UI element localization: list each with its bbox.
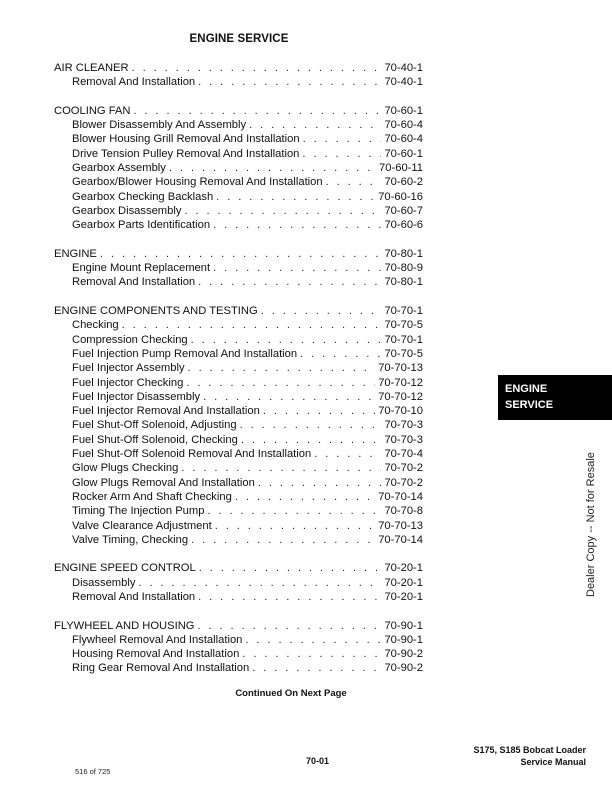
toc-entry-label: Gearbox Disassembly xyxy=(72,204,182,217)
toc-entry[interactable] xyxy=(54,461,423,475)
toc-entry-page: 70-90-2 xyxy=(384,662,423,675)
toc-entry-page: 70-70-8 xyxy=(384,505,423,518)
toc-entry[interactable] xyxy=(54,404,423,418)
toc-entry-label: Fuel Injection Pump Removal And Installation xyxy=(72,347,298,360)
dot-leader xyxy=(138,576,381,590)
toc-entry-page: 70-60-1 xyxy=(384,104,423,117)
toc-entry-page: 70-70-2 xyxy=(384,462,423,475)
toc-section xyxy=(54,304,423,547)
toc-entry[interactable] xyxy=(54,504,423,518)
table-of-contents xyxy=(54,61,423,690)
toc-entry-label: Drive Tension Pulley Removal And Installation xyxy=(72,147,300,160)
toc-entry-page: 70-70-12 xyxy=(378,376,423,389)
toc-entry[interactable] xyxy=(54,333,423,347)
toc-entry-page: 70-60-1 xyxy=(384,147,423,160)
dot-leader xyxy=(198,619,382,633)
toc-entry-label: Engine Mount Replacement xyxy=(72,262,211,275)
footer-manual: Service Manual xyxy=(520,756,586,767)
dot-leader xyxy=(169,161,376,175)
toc-entry-page: 70-60-6 xyxy=(384,219,423,232)
toc-entry[interactable] xyxy=(54,633,423,647)
toc-entry-page: 70-60-7 xyxy=(384,204,423,217)
toc-entry-page: 70-60-11 xyxy=(379,162,423,175)
toc-entry-page: 70-70-13 xyxy=(378,362,423,375)
page-count: 516 of 725 xyxy=(75,767,111,776)
toc-entry-label: Fuel Injector Assembly xyxy=(72,362,185,375)
toc-section-heading[interactable] xyxy=(54,247,423,261)
toc-entry-label: ENGINE COMPONENTS AND TESTING xyxy=(54,305,258,318)
toc-entry-label: Removal And Installation xyxy=(72,590,196,603)
toc-entry[interactable] xyxy=(54,376,423,390)
toc-entry-page: 70-20-1 xyxy=(384,590,423,603)
toc-entry-label: Glow Plugs Removal And Installation xyxy=(72,476,255,489)
toc-entry-label: Removal And Installation xyxy=(72,76,196,89)
toc-entry[interactable] xyxy=(54,433,423,447)
dot-leader xyxy=(132,61,382,75)
dot-leader xyxy=(235,490,375,504)
toc-entry[interactable] xyxy=(54,533,423,547)
dot-leader xyxy=(241,433,382,447)
dot-leader xyxy=(181,461,381,475)
dot-leader xyxy=(300,347,381,361)
dot-leader xyxy=(249,118,381,132)
toc-entry-page: 70-70-1 xyxy=(384,333,423,346)
toc-entry-label: Ring Gear Removal And Installation xyxy=(72,662,250,675)
toc-entry-page: 70-70-13 xyxy=(378,519,423,532)
toc-section-heading[interactable] xyxy=(54,304,423,318)
toc-section-heading[interactable] xyxy=(54,61,423,75)
footer-manual-info xyxy=(473,745,586,768)
toc-entry-page: 70-70-1 xyxy=(384,305,423,318)
toc-entry-page: 70-70-5 xyxy=(384,319,423,332)
toc-entry-label: Blower Housing Grill Removal And Installation xyxy=(72,133,300,146)
toc-section xyxy=(54,619,423,676)
toc-entry-page: 70-20-1 xyxy=(384,562,423,575)
dot-leader xyxy=(303,132,382,146)
toc-entry[interactable] xyxy=(54,390,423,404)
toc-entry-page: 70-60-4 xyxy=(384,119,423,132)
toc-entry[interactable] xyxy=(54,318,423,332)
dot-leader xyxy=(188,361,376,375)
toc-entry-label: Compression Checking xyxy=(72,333,188,346)
dot-leader xyxy=(261,304,382,318)
toc-entry[interactable] xyxy=(54,447,423,461)
dot-leader xyxy=(242,647,381,661)
dot-leader xyxy=(245,633,381,647)
dot-leader xyxy=(199,561,382,575)
toc-entry[interactable] xyxy=(54,590,423,604)
toc-entry-label: Fuel Shut-Off Solenoid, Checking xyxy=(72,433,238,446)
toc-entry-label: Gearbox Checking Backlash xyxy=(72,190,214,203)
toc-entry[interactable] xyxy=(54,275,423,289)
dot-leader xyxy=(198,75,381,89)
toc-entry-label: Timing The Injection Pump xyxy=(72,505,205,518)
toc-entry[interactable] xyxy=(54,490,423,504)
toc-entry[interactable] xyxy=(54,347,423,361)
dot-leader xyxy=(184,204,381,218)
toc-entry[interactable] xyxy=(54,118,423,132)
dot-leader xyxy=(191,333,382,347)
toc-entry-label: Blower Disassembly And Assembly xyxy=(72,119,247,132)
dot-leader xyxy=(326,175,382,189)
toc-entry[interactable] xyxy=(54,147,423,161)
toc-entry-page: 70-80-1 xyxy=(384,276,423,289)
toc-entry-page: 70-90-1 xyxy=(384,619,423,632)
toc-entry[interactable] xyxy=(54,476,423,490)
section-tab-line2: SERVICE xyxy=(505,398,554,411)
toc-entry-label: Glow Plugs Checking xyxy=(72,462,179,475)
page-number: 70-01 xyxy=(306,756,330,766)
toc-entry-label: Valve Clearance Adjustment xyxy=(72,519,212,532)
toc-entry[interactable] xyxy=(54,132,423,146)
toc-section xyxy=(54,561,423,604)
toc-entry-label: Fuel Shut-Off Solenoid Removal And Installation xyxy=(72,448,312,461)
dealer-copy-watermark: Dealer Copy -- Not for Resale xyxy=(585,452,597,597)
toc-entry[interactable] xyxy=(54,175,423,189)
dot-leader xyxy=(263,404,375,418)
toc-entry-label: Fuel Injector Checking xyxy=(72,376,184,389)
page-title: ENGINE SERVICE xyxy=(189,33,289,45)
dot-leader xyxy=(240,418,382,432)
toc-entry-page: 70-20-1 xyxy=(384,576,423,589)
toc-entry-label: Housing Removal And Installation xyxy=(72,648,240,661)
dot-leader xyxy=(198,275,381,289)
continued-note: Continued On Next Page xyxy=(235,688,347,699)
dot-leader xyxy=(198,590,381,604)
toc-entry-label: Fuel Injector Removal And Installation xyxy=(72,405,260,418)
toc-entry-page: 70-80-9 xyxy=(384,262,423,275)
toc-entry[interactable] xyxy=(54,261,423,275)
toc-entry-label: Rocker Arm And Shaft Checking xyxy=(72,490,232,503)
toc-entry-page: 70-40-1 xyxy=(384,62,423,74)
toc-entry-page: 70-70-10 xyxy=(378,405,423,418)
toc-entry[interactable] xyxy=(54,418,423,432)
toc-entry[interactable] xyxy=(54,218,423,232)
section-tab-label xyxy=(505,382,553,413)
dot-leader xyxy=(186,376,375,390)
toc-entry-page: 70-90-1 xyxy=(384,633,423,646)
toc-entry-page: 70-70-3 xyxy=(384,433,423,446)
toc-entry[interactable] xyxy=(54,204,423,218)
toc-entry-label: Disassembly xyxy=(72,576,136,589)
toc-entry-label: Gearbox Assembly xyxy=(72,162,166,175)
toc-entry-page: 70-60-2 xyxy=(384,176,423,189)
toc-section-heading[interactable] xyxy=(54,104,423,118)
toc-section xyxy=(54,61,423,90)
dot-leader xyxy=(122,318,382,332)
toc-entry-page: 70-60-16 xyxy=(378,190,423,203)
dot-leader xyxy=(207,504,381,518)
toc-entry-page: 70-70-5 xyxy=(384,347,423,360)
toc-entry-label: COOLING FAN xyxy=(54,104,131,117)
toc-entry[interactable] xyxy=(54,661,423,675)
toc-entry-label: Gearbox Parts Identification xyxy=(72,219,211,232)
toc-entry-label: FLYWHEEL AND HOUSING xyxy=(54,619,195,632)
toc-entry[interactable] xyxy=(54,161,423,175)
section-tab xyxy=(498,375,612,420)
dot-leader xyxy=(252,661,381,675)
dot-leader xyxy=(133,104,381,118)
toc-section-heading[interactable] xyxy=(54,619,423,633)
toc-entry-page: 70-80-1 xyxy=(384,247,423,260)
toc-entry-page: 70-40-1 xyxy=(384,76,423,89)
toc-entry-label: ENGINE xyxy=(54,247,97,260)
dot-leader xyxy=(191,533,375,547)
toc-entry-page: 70-70-14 xyxy=(378,490,423,503)
toc-entry-label: Checking xyxy=(72,319,119,332)
toc-section xyxy=(54,104,423,233)
dot-leader xyxy=(203,390,375,404)
dot-leader xyxy=(314,447,381,461)
toc-entry-page: 70-90-2 xyxy=(384,648,423,661)
toc-entry-label: Flywheel Removal And Installation xyxy=(72,633,243,646)
dot-leader xyxy=(302,147,381,161)
dot-leader xyxy=(215,519,375,533)
toc-entry[interactable] xyxy=(54,361,423,375)
toc-entry-label: Gearbox/Blower Housing Removal And Installation xyxy=(72,176,323,189)
toc-entry[interactable] xyxy=(54,519,423,533)
section-tab-line1: ENGINE xyxy=(505,383,548,395)
toc-entry-label: Removal And Installation xyxy=(72,276,196,289)
toc-entry-label: Valve Timing, Checking xyxy=(72,533,189,546)
toc-entry-label: AIR CLEANER xyxy=(54,62,129,74)
toc-entry-page: 70-60-4 xyxy=(384,133,423,146)
toc-entry[interactable] xyxy=(54,647,423,661)
dot-leader xyxy=(216,190,375,204)
dot-leader xyxy=(100,247,382,261)
toc-entry[interactable] xyxy=(54,576,423,590)
toc-entry-page: 70-70-4 xyxy=(384,448,423,461)
toc-entry-page: 70-70-3 xyxy=(384,419,423,432)
toc-entry[interactable] xyxy=(54,190,423,204)
dot-leader xyxy=(213,261,381,275)
dot-leader xyxy=(258,476,382,490)
dot-leader xyxy=(213,218,381,232)
toc-section xyxy=(54,247,423,290)
footer-model: S175, S185 Bobcat Loader xyxy=(473,745,586,755)
toc-entry-label: Fuel Shut-Off Solenoid, Adjusting xyxy=(72,419,237,432)
toc-section-heading[interactable] xyxy=(54,561,423,575)
toc-entry-label: ENGINE SPEED CONTROL xyxy=(54,562,196,575)
toc-entry-page: 70-70-2 xyxy=(384,476,423,489)
toc-entry-page: 70-70-12 xyxy=(378,390,423,403)
toc-entry[interactable] xyxy=(54,75,423,89)
toc-entry-label: Fuel Injector Disassembly xyxy=(72,390,201,403)
toc-entry-page: 70-70-14 xyxy=(378,533,423,546)
